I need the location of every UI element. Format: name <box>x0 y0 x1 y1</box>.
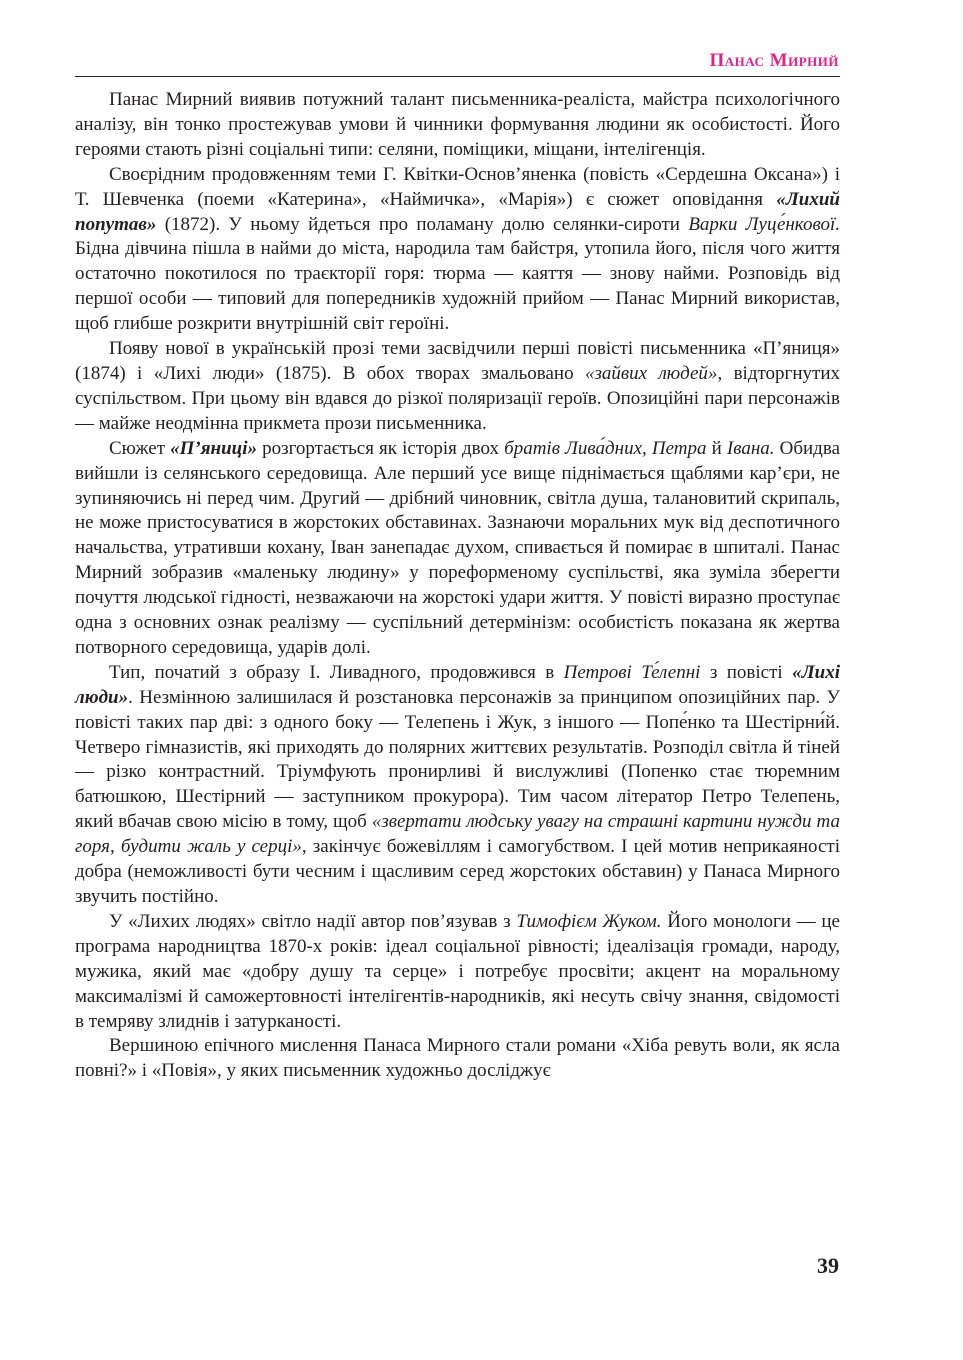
character-name: Варки Луце́нкової. <box>688 213 840 235</box>
work-title-pyanytsia: «П’яниці» <box>170 437 257 459</box>
character-name: Тимофієм Жуком. <box>516 910 662 932</box>
text-run: Своєрідним продовженням теми Г. Квітки-Основ’яненка (повість «Сердешна Оксана») і Т. Шевченка (поеми «Катерина», «Наймичка», «Марія») є сюжет оповідання <box>75 163 840 210</box>
text-run: Тип, початий з образу І. Ливадного, продовжився в <box>109 661 564 683</box>
text-run: Його монологи — це програма народництва 1870-х років: ідеал соціальної рівності; ідеалізація громади, народу, мужика, який має «добру душу та серце» і потребує просвіти; акцент на моральному максималізмі й саможертовності інтелігентів-народників, які несуть свічу знання, свідомості в темряву злиднів і затурканості. <box>75 910 840 1032</box>
text-run: й <box>706 437 727 459</box>
character-name: братів Лива́дних, Петра <box>504 437 707 459</box>
header-rule <box>75 76 840 77</box>
text-run: розгортається як історія двох <box>256 437 505 459</box>
paragraph-2 <box>75 163 840 337</box>
character-name: Петрові Те́лепні <box>563 661 701 683</box>
character-name: Івана. <box>726 437 775 459</box>
text-run: . Незмінною залишилася й розстановка персонажів за принципом опозиційних пар. У повісті таких пар дві: з одного боку — Телепень і Жук, з іншого — Попе́нко та Шестірни́й. Четверо гімназистів, які приходять до полярних життєвих результатів. Розподіл світла й тіней — різко контрастний. Тріумфують пронирливі й вислужливі (Попенко стає тюремним батюшкою, Шестірний — заступником прокурора). Тим часом літератор Петро Телепень, який вбачав свою місію в тому, щоб <box>75 686 840 833</box>
text-run: Появу нової в українській прозі теми засвідчили перші повісті письменника «П’яниця» (1874) і «Лихі люди» (1875). В обох творах змальовано <box>75 338 840 384</box>
text-run: Обидва вийшли із селянського середовища. Але перший усе вище піднімається щаблями кар’єри, не зупиняючись ні перед чим. Другий — дрібний чиновник, світла душа, талановитий скрипаль, не може пристосуватися в жорстоких обставинах. Зазнаючи моральних мук від деспотичного начальства, утративши кохану, Іван занепадає духом, спивається й помирає в шпиталі. Панас Мирний зобразив «маленьку людину» у пореформеному суспільстві, яка зуміла зберегти почуття людської гідності, незважаючи на жорстокі удари життя. У повісті виразно проступає одна з основних ознак реалізму — суспільний детермінізм: особистість показана як жертва потворного середовища, ударів долі. <box>75 437 840 658</box>
paragraph-1: Панас Мирний виявив потужний талант письменника-реаліста, майстра психологічного аналізу, він тонко простежував умови й чинники формування людини як особистості. Його героями стають різні соціальні типи: селяни, поміщики, міщани, інтелігенція. <box>75 89 840 160</box>
text-run: У «Лихих людях» світло надії автор пов’язував з <box>109 910 517 932</box>
paragraph-5 <box>75 661 840 910</box>
paragraph-6 <box>75 910 840 1035</box>
page-number: 39 <box>817 1253 839 1278</box>
work-title-lykhi-liudy: «Лихі люди» <box>75 661 840 708</box>
text-run: з повісті <box>700 661 793 683</box>
text-run: Бідна дівчина пішла в найми до міста, народила там байстря, утопила його, після чого життя остаточно покотилося по траєкторії горя: тюрма — каяття — знову найми. Розповідь від першої особи — типовий для попередників художній прийом — Панас Мирний використав, щоб глибше розкрити внутрішній світ героїні. <box>75 238 840 335</box>
text-run: , закінчує божевіллям і самогубством. І цей мотив неприкаяності добра (неможливості бути чесним і щасливим серед жорстоких обставин) у Панаса Мирного звучить постійно. <box>75 836 840 907</box>
quotation-text: «звертати людську увагу на страшні картини нужди та горя, будити жаль у серці» <box>75 811 840 858</box>
body-text <box>75 88 840 1084</box>
work-title-lykhyi-poputav: «Лихий попутав» <box>75 188 840 235</box>
paragraph-3 <box>75 337 840 437</box>
text-run: Сюжет <box>109 437 171 459</box>
paragraph-4 <box>75 437 840 661</box>
emphasis-text: «зайвих людей» <box>584 362 718 384</box>
text-run: (1872). У ньому йдеться про поламану долю селянки-сироти <box>156 213 689 235</box>
text-run: , відторгнутих суспільством. При цьому він вдався до різкої поляризації героїв. Опозиційні пари персонажів — майже неодмінна прикмета прози письменника. <box>75 362 840 434</box>
running-header-title: Панас Мирний <box>709 50 839 71</box>
paragraph-7: Вершиною епічного мислення Панаса Мирного стали романи «Хіба ревуть воли, як ясла повні?» і «Повія», у яких письменник художньо досліджує <box>75 1035 840 1082</box>
